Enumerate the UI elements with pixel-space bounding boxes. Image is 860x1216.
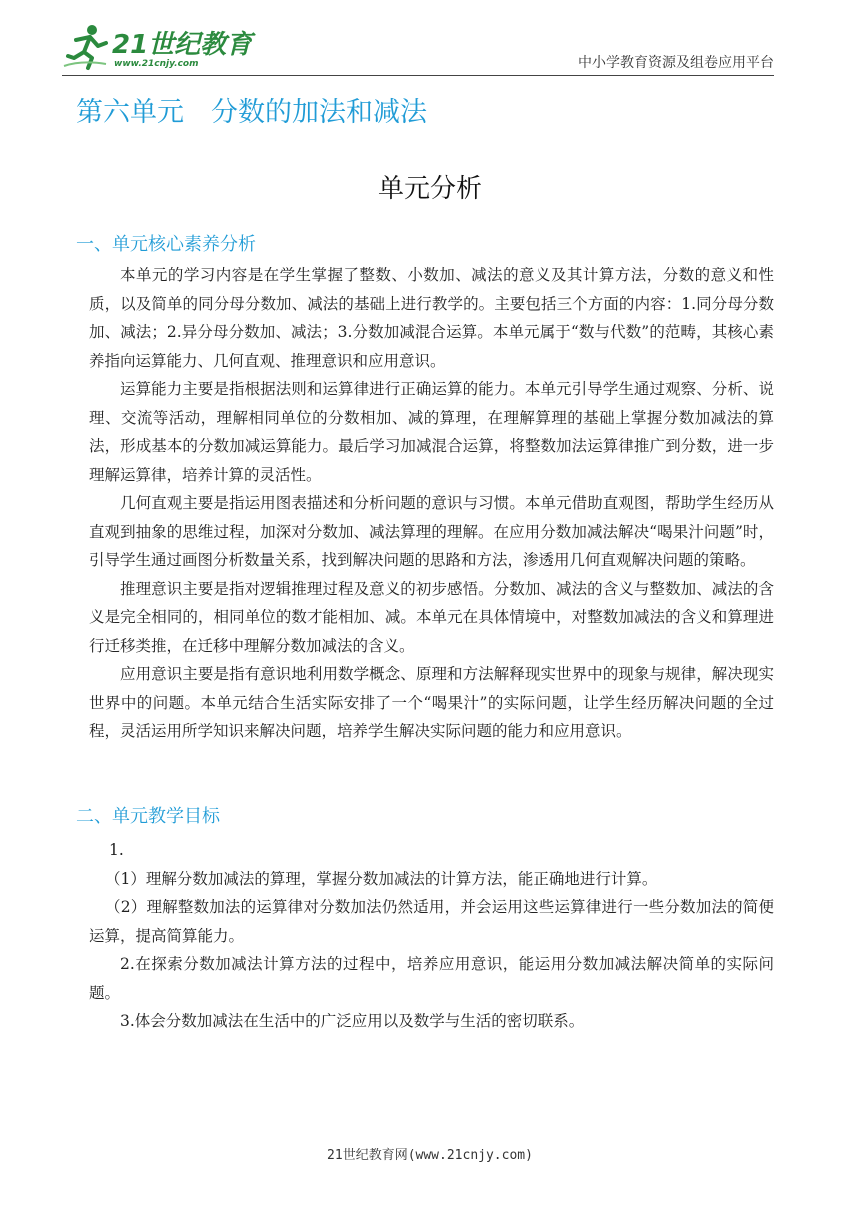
paragraph: 推理意识主要是指对逻辑推理过程及意义的初步感悟。分数加、减法的含义与整数加、减法的含义是完全相同的，相同单位的数才能相加、减。本单元在具体情境中，对整数加减法的含义和算理进行迁移类推，在迁移中理解分数加减法的含义。 [89, 579, 774, 655]
page-footer: 21世纪教育网(www.21cnjy.com) [327, 1148, 533, 1163]
goal-item: 3.体会分数加减法在生活中的广泛应用以及数学与生活的密切联系。 [120, 1012, 585, 1030]
paragraph: 应用意识主要是指有意识地利用数学概念、原理和方法解释现实世界中的现象与规律，解决现实世界中的问题。本单元结合生活实际安排了一个“喝果汁”的实际问题，让学生经历解决问题的全过程，灵活运用所学知识来解决问题，培养学生解决实际问题的能力和应用意识。 [89, 665, 774, 740]
paragraph: 运算能力主要是指根据法则和运算律进行正确运算的能力。本单元引导学生通过观察、分析、说理、交流等活动，理解相同单位的分数相加、减的算理，在理解算理的基础上掌握分数加减法的算法，形成基本的分数加减运算能力。最后学习加减混合运算，将整数加法运算律推广到分数，进一步理解运算律，培养计算的灵活性。 [89, 380, 774, 484]
page-header [0, 0, 860, 80]
goal-item: （2）理解整数加法的运算律对分数加法仍然适用，并会运用这些运算律进行一些分数加法的简便运算，提高简算能力。 [89, 898, 774, 945]
goal-item: 1. [109, 841, 124, 859]
paragraph: 几何直观主要是指运用图表描述和分析问题的意识与习惯。本单元借助直观图，帮助学生经历从直观到抽象的思维过程，加深对分数加、减法算理的理解。在应用分数加减法解决“喝果汁问题”时，引导学生通过画图分析数量关系，找到解决问题的思路和方法，渗透用几何直观解决问题的策略。 [89, 494, 774, 569]
section-teaching-goals-body [89, 836, 774, 1036]
header-divider [62, 75, 774, 76]
section-core-literacy-body [89, 261, 774, 746]
goal-item: 2.在探索分数加减法计算方法的过程中，培养应用意识，能运用分数加减法解决简单的实际问题。 [89, 955, 774, 1002]
logo-text: 21世纪教育 [112, 30, 253, 60]
unit-title: 第六单元 分数的加法和减法 [76, 97, 427, 128]
goal-item: （1）理解分数加减法的算理，掌握分数加减法的计算方法，能正确地进行计算。 [105, 869, 658, 888]
logo-url: www.21cnjy.com [114, 59, 199, 69]
section-heading-core-literacy: 一、单元核心素养分析 [76, 234, 256, 255]
page-title: 单元分析 [377, 174, 482, 204]
running-figure-logo-icon [62, 22, 112, 72]
section-heading-teaching-goals: 二、单元教学目标 [76, 806, 220, 827]
platform-name: 中小学教育资源及组卷应用平台 [578, 55, 774, 71]
paragraph: 本单元的学习内容是在学生掌握了整数、小数加、减法的意义及其计算方法，分数的意义和性质，以及简单的同分母分数加、减法的基础上进行教学的。主要包括三个方面的内容：1.同分母分数加、减法；2.异分母分数加、减法；3.分数加减混合运算。本单元属于“数与代数”的范畴，其核心素养指向运算能力、几何直观、推理意识和应用意识。 [89, 266, 774, 370]
site-logo[interactable] [62, 22, 253, 74]
